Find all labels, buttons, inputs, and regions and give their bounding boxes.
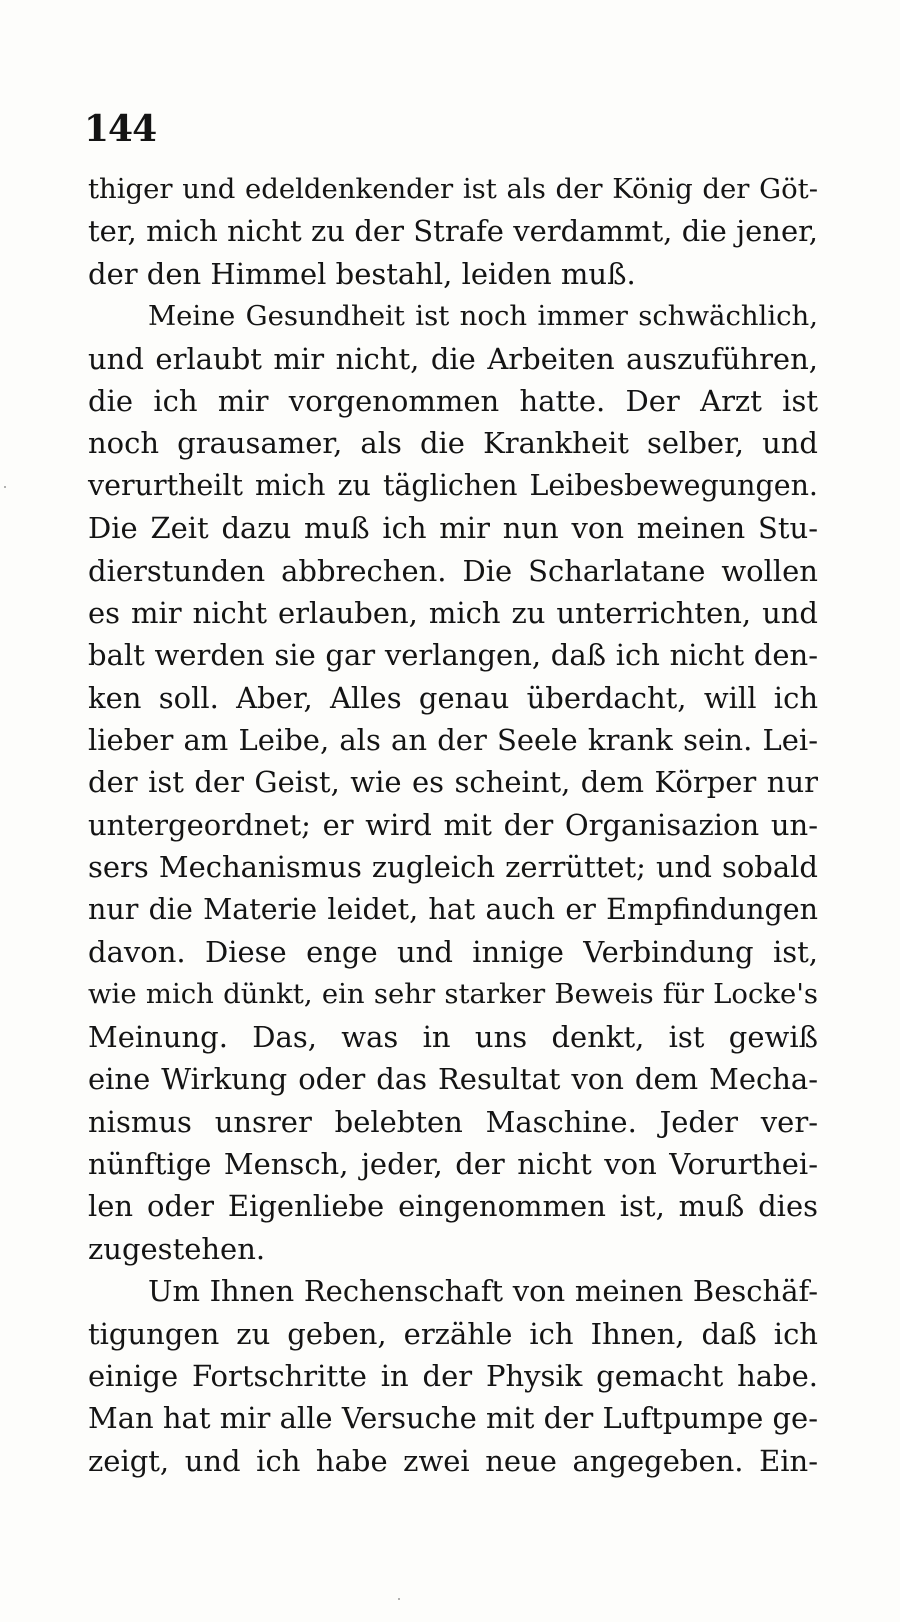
text-line: Die Zeit dazu muß ich mir nun von meinen Stu- — [88, 511, 818, 546]
text-line: Meinung. Das, was in uns denkt, ist gewiß — [88, 1019, 818, 1054]
text-line: es mir nicht erlauben, mich zu unterrichten, und — [88, 595, 818, 630]
text-line: dierstunden abbrechen. Die Scharlatane wollen — [88, 553, 818, 588]
text-line: nur die Materie leidet, hat auch er Empfindungen — [88, 892, 818, 926]
text-line: ter, mich nicht zu der Strafe verdammt, die jener, — [88, 214, 818, 249]
body-text — [88, 168, 818, 1482]
text-line: der ist der Geist, wie es scheint, dem Körper nur — [88, 765, 818, 800]
text-line: noch grausamer, als die Krankheit selber, und — [88, 426, 818, 461]
text-line: Um Ihnen Rechenschaft von meinen Beschäf- — [148, 1274, 818, 1309]
text-line: Meine Gesundheit ist noch immer schwächlich, — [148, 300, 818, 333]
text-line: ken soll. Aber, Alles genau überdacht, will ich — [88, 680, 818, 715]
text-line: einige Fortschritte in der Physik gemacht habe. — [88, 1358, 818, 1393]
text-line: thiger und edeldenkender ist als der König der Göt- — [88, 173, 818, 205]
text-line: wie mich dünkt, ein sehr starker Beweis für Locke's — [88, 978, 818, 1011]
text-line: verurtheilt mich zu täglichen Leibesbewegungen. — [88, 468, 818, 502]
text-line: sers Mechanismus zugleich zerrüttet; und sobald — [88, 850, 818, 885]
margin-speck — [398, 1598, 400, 1600]
page-number: 144 — [84, 108, 157, 150]
text-line: die ich mir vorgenommen hatte. Der Arzt ist — [88, 383, 818, 418]
text-line: davon. Diese enge und innige Verbindung ist, — [88, 935, 818, 970]
margin-speck — [4, 486, 6, 488]
text-line: und erlaubt mir nicht, die Arbeiten auszuführen, — [88, 341, 818, 376]
text-line: len oder Eigenliebe eingenommen ist, muß dies — [88, 1189, 818, 1224]
text-line: tigungen zu geben, erzähle ich Ihnen, daß ich — [88, 1316, 818, 1351]
text-line: zeigt, und ich habe zwei neue angegeben. Ein- — [88, 1443, 818, 1478]
text-line: der den Himmel bestahl, leiden muß. — [88, 256, 636, 291]
text-line: zugestehen. — [88, 1231, 266, 1266]
text-line: balt werden sie gar verlangen, daß ich nicht den- — [88, 638, 818, 673]
text-line: untergeordnet; er wird mit der Organisazion un- — [88, 807, 818, 842]
text-line: Man hat mir alle Versuche mit der Luftpumpe ge- — [88, 1401, 818, 1436]
text-line: eine Wirkung oder das Resultat von dem Mecha- — [88, 1062, 818, 1097]
text-line: lieber am Leibe, als an der Seele krank sein. Lei- — [88, 723, 818, 758]
text-line: nünftige Mensch, jeder, der nicht von Vorurthei- — [88, 1146, 818, 1181]
text-line: nismus unsrer belebten Maschine. Jeder ver- — [88, 1104, 818, 1139]
